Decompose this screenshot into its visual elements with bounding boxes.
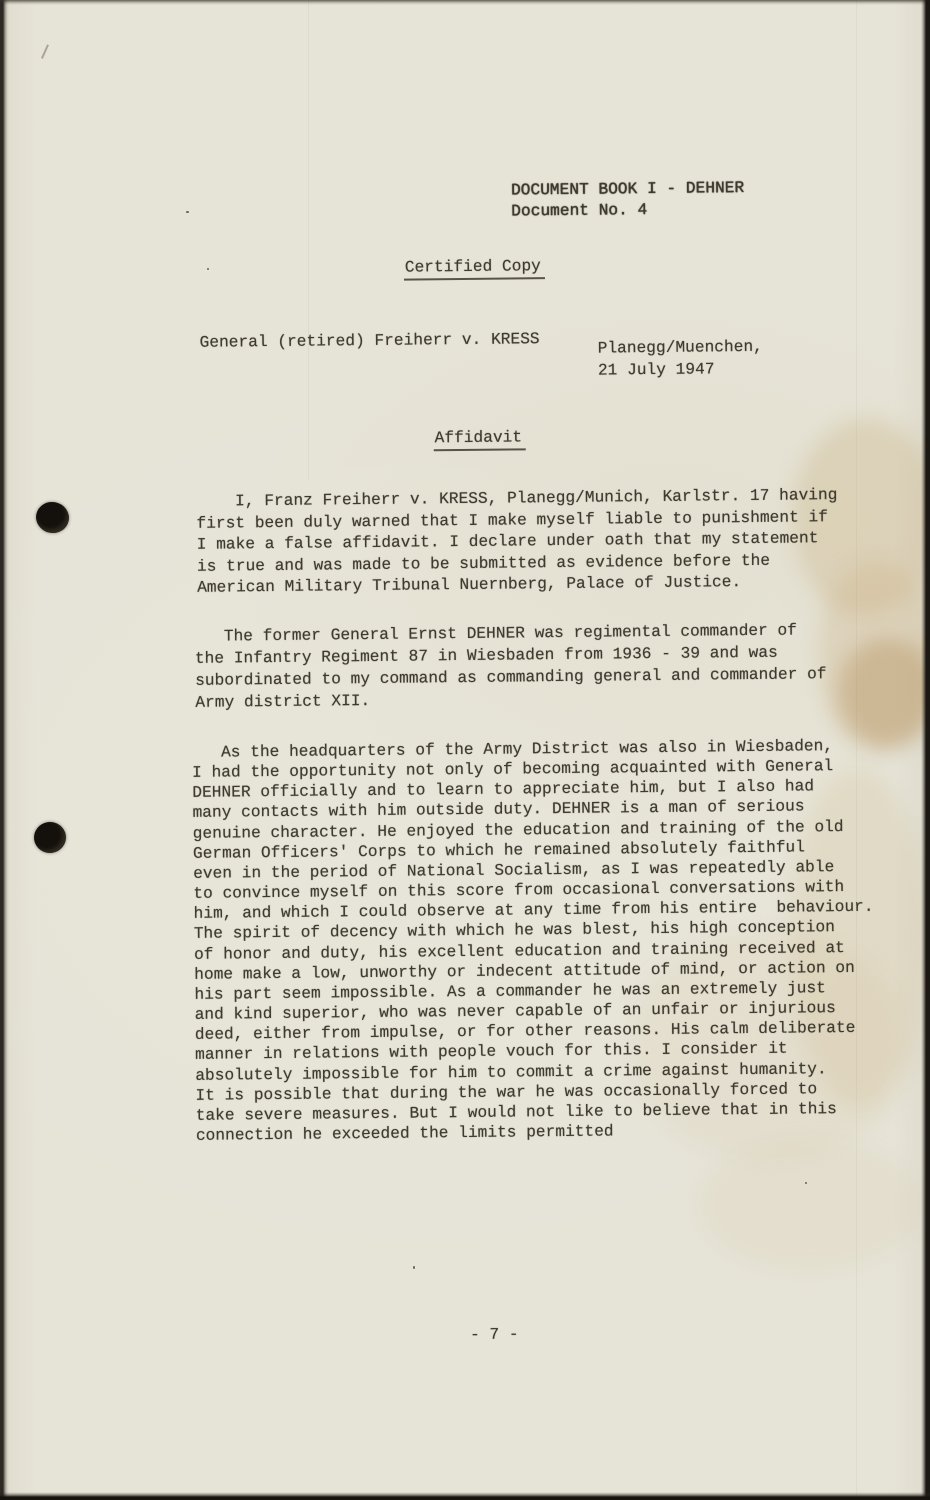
date-line: 21 July 1947 — [597, 359, 715, 380]
paragraph-command-history: The former General Ernst DEHNER was regimental commander of the Infantry Regiment 87 in Wiesbaden from 1936 - 39 and was subordinated to my command as commanding general and commander of Army district XII. — [194, 621, 827, 712]
document-number-line: Document No. 4 — [511, 201, 648, 221]
page-number: - 7 - — [469, 1325, 519, 1344]
affiant-name: General (retired) Freiherr v. KRESS — [199, 330, 540, 352]
place-line: Planegg/Muenchen, — [597, 337, 763, 358]
affidavit-title-label: Affidavit — [434, 428, 527, 451]
place-and-date — [598, 337, 764, 382]
certified-copy-heading — [405, 257, 545, 276]
affidavit-heading — [435, 428, 527, 447]
document-book-header — [511, 178, 745, 222]
certified-copy-label: Certified Copy — [404, 257, 545, 280]
paragraph-character-testimony: As the headquarters of the Army District was also in Wiesbaden, I had the opportunity not only of becoming acquainted with General DEHNER officially and to learn to appreciate him, but I also had many contacts with him outside duty. DEHNER is a man of serious genuine character. He enjoyed the education and training of the old German Officers' Corps to which he remained absolutely faithful even in the period of National Socialism, as I was repeatedly able to convince myself on this score from occasional conversations with him, and which I could observe at any time from his entire behaviour. The spirit of decency with which he was blest, his high conception of honor and duty, his excellent education and training received at home make a low, unworthy or indecent attitude of mind, or action on his part seem impossible. As a commander he was an extremely just and kind superior, who was never capable of an unfair or injurious deed, either from impulse, or for other reasons. His calm deliberate manner in relations with people vouch for this. I consider it absolutely impossible for him to commit a crime against humanity. It is possible that during the war he was occasionally forced to take severe measures. But I would not like to believe that in this connection he exceeded the limits permitted — [191, 737, 874, 1145]
paragraph-oath: I, Franz Freiherr v. KRESS, Planegg/Munich, Karlstr. 17 having first been duly warned that I make myself liable to punishment if I make a false affidavit. I declare under oath that my statement is true and was made to be submitted as evidence before the American Military Tribunal Nuernberg, Palace of Justice. — [196, 486, 838, 597]
document-book-line: DOCUMENT BOOK I - DEHNER — [510, 179, 745, 200]
